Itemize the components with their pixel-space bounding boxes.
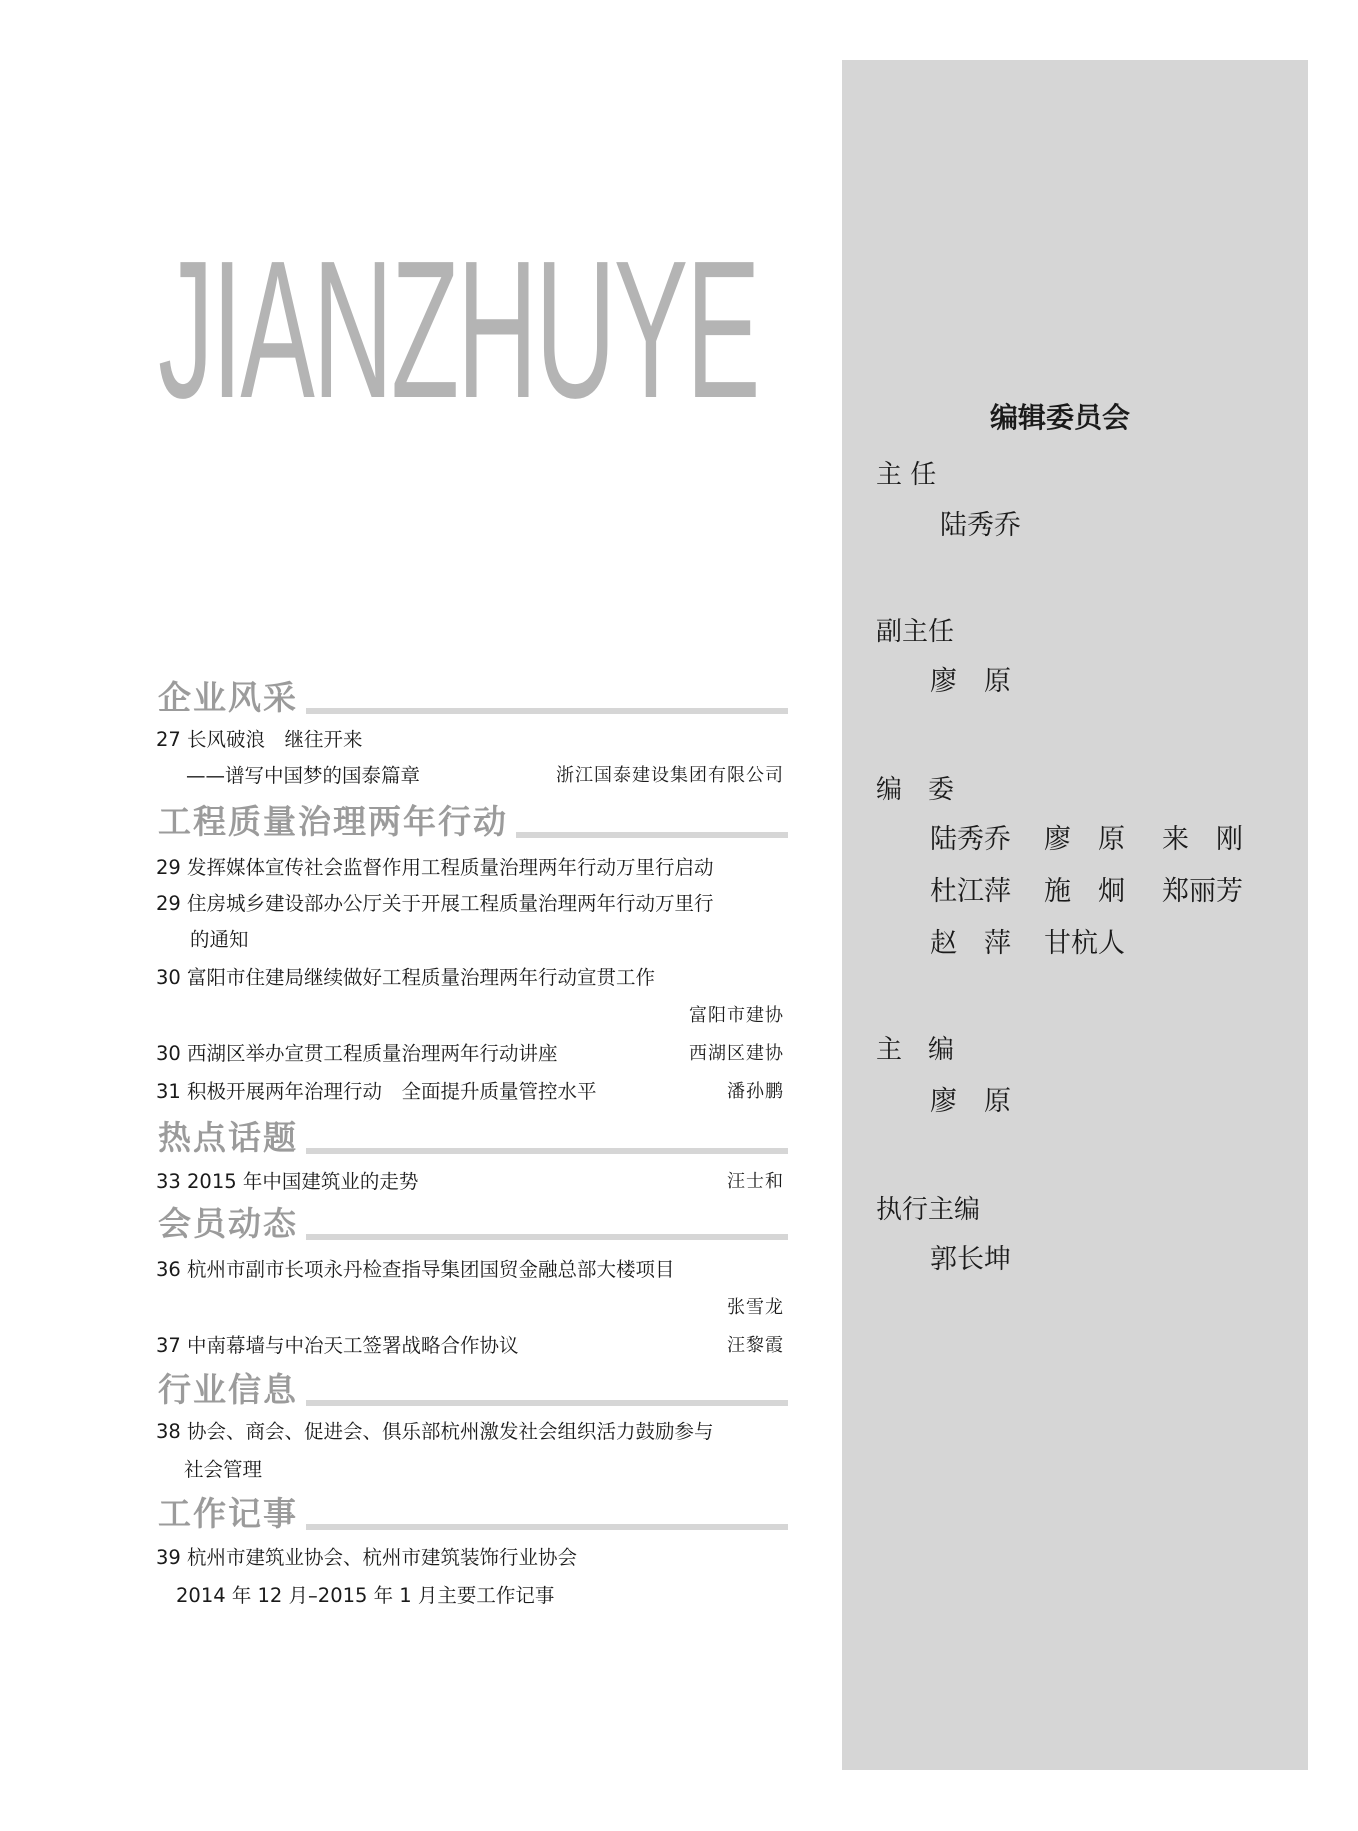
board-member: 廖 原 xyxy=(930,666,1011,697)
toc-entry[interactable]: 30 富阳市住建局继续做好工程质量治理两年行动宣贯工作 xyxy=(156,966,656,989)
section-header xyxy=(158,1494,788,1538)
toc-entry[interactable]: 33 2015 年中国建筑业的走势 xyxy=(156,1170,419,1193)
toc-entry-continued[interactable]: 2014 年 12 月–2015 年 1 月主要工作记事 xyxy=(176,1584,555,1607)
board-title: 编辑委员会 xyxy=(990,401,1131,434)
section-header xyxy=(158,802,788,846)
board-role: 执行主编 xyxy=(876,1195,981,1225)
board-member: 杜江萍 xyxy=(930,876,1011,907)
toc-entry-subtitle[interactable]: ——谱写中国梦的国泰篇章 xyxy=(186,764,421,787)
section-title: 会员动态 xyxy=(158,1204,306,1244)
board-role: 编 委 xyxy=(876,775,955,805)
section-header xyxy=(158,1204,788,1248)
toc-source: 潘孙鹏 xyxy=(727,1081,784,1102)
section-title: 热点话题 xyxy=(158,1118,306,1158)
section-title: 企业风采 xyxy=(158,678,306,718)
section-title: 工作记事 xyxy=(158,1494,306,1534)
toc-source: 浙江国泰建设集团有限公司 xyxy=(556,765,784,786)
toc-entry[interactable]: 36 杭州市副市长项永丹检查指导集团国贸金融总部大楼项目 xyxy=(156,1258,675,1281)
section-header xyxy=(158,1370,788,1414)
toc-entry[interactable]: 39 杭州市建筑业协会、杭州市建筑装饰行业协会 xyxy=(156,1546,578,1569)
toc-source: 富阳市建协 xyxy=(689,1005,784,1026)
section-title: 行业信息 xyxy=(158,1370,306,1410)
toc-entry[interactable]: 29 发挥媒体宣传社会监督作用工程质量治理两年行动万里行启动 xyxy=(156,856,714,879)
board-role: 主 编 xyxy=(876,1035,955,1065)
toc-entry[interactable]: 31 积极开展两年治理行动 全面提升质量管控水平 xyxy=(156,1080,597,1103)
toc-source: 汪士和 xyxy=(727,1171,784,1192)
masthead: JIANZHUYE xyxy=(158,220,759,439)
board-member: 廖 原 xyxy=(930,1086,1011,1117)
toc-source: 汪黎霞 xyxy=(727,1335,784,1356)
editorial-board-panel xyxy=(842,60,1308,1770)
toc-entry[interactable]: 27 长风破浪 继往开来 xyxy=(156,728,363,751)
section-header xyxy=(158,1118,788,1162)
board-member: 陆秀乔 xyxy=(930,824,1011,855)
board-member: 甘杭人 xyxy=(1044,928,1125,959)
section-title: 工程质量治理两年行动 xyxy=(158,802,516,842)
toc-source: 西湖区建协 xyxy=(689,1043,784,1064)
board-member: 廖 原 xyxy=(1044,824,1125,855)
toc-entry[interactable]: 37 中南幕墙与中冶天工签署战略合作协议 xyxy=(156,1334,519,1357)
toc-entry[interactable]: 29 住房城乡建设部办公厅关于开展工程质量治理两年行动万里行 xyxy=(156,892,714,915)
board-member: 赵 萍 xyxy=(930,928,1011,959)
board-member: 施 炯 xyxy=(1044,876,1125,907)
board-role: 主 任 xyxy=(876,460,937,490)
board-role: 副主任 xyxy=(876,617,955,647)
board-member: 郑丽芳 xyxy=(1162,876,1243,907)
toc-source: 张雪龙 xyxy=(727,1297,784,1318)
board-member: 来 刚 xyxy=(1162,824,1243,855)
board-member: 郭长坤 xyxy=(930,1244,1011,1275)
toc-entry[interactable]: 30 西湖区举办宣贯工程质量治理两年行动讲座 xyxy=(156,1042,558,1065)
section-header xyxy=(158,678,788,722)
toc-entry[interactable]: 38 协会、商会、促进会、俱乐部杭州激发社会组织活力鼓励参与 xyxy=(156,1420,714,1443)
toc-entry-continued[interactable]: 的通知 xyxy=(190,928,249,951)
toc-entry-continued[interactable]: 社会管理 xyxy=(184,1458,263,1481)
board-member: 陆秀乔 xyxy=(940,510,1021,541)
